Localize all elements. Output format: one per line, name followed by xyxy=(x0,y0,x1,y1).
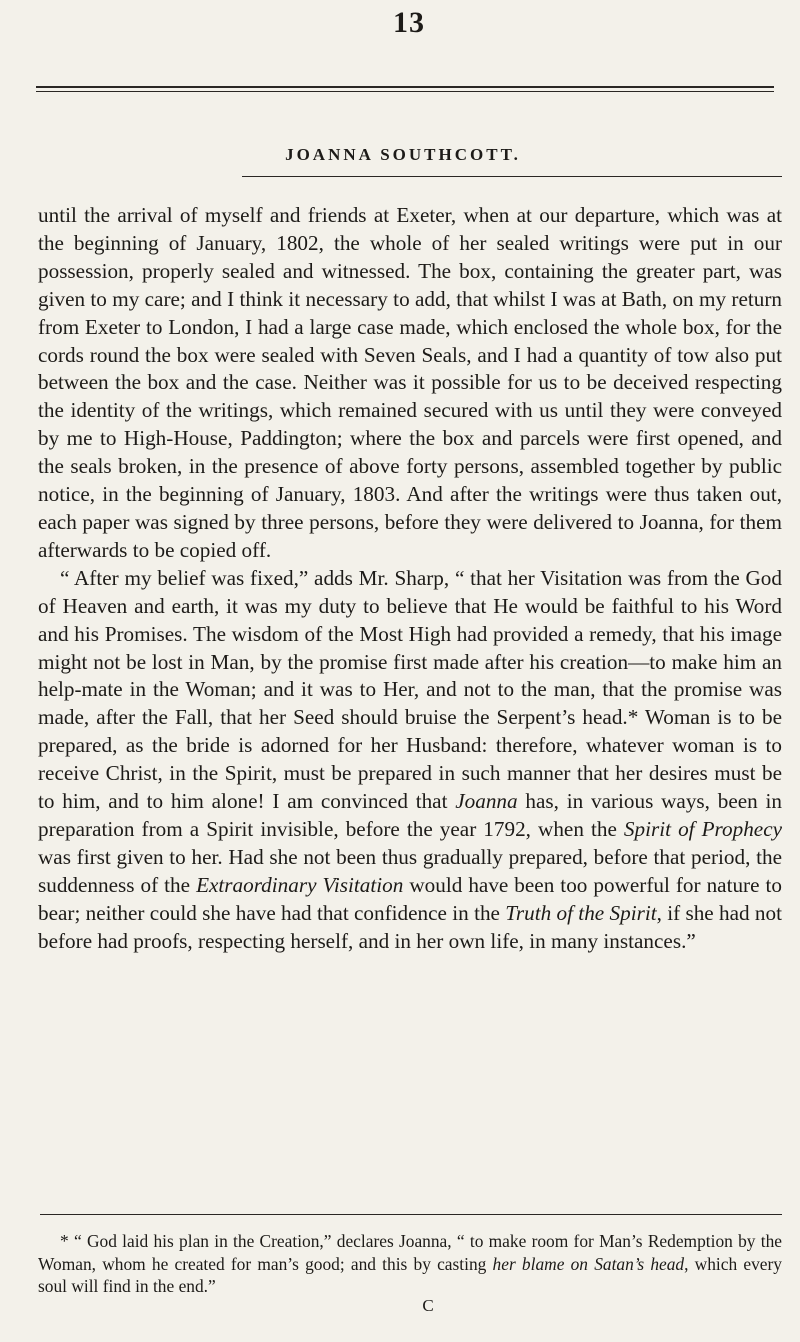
spirit-of-prophecy-italic: Spirit of Prophecy xyxy=(623,816,782,841)
paragraph-2-part-d: would have been too powerful for nature to bear; neither could she have had that confidence in the xyxy=(38,872,782,925)
header-rule xyxy=(36,86,774,88)
footnote-rule xyxy=(40,1214,782,1215)
extraordinary-visitation-italic: Extraordinary Visitation xyxy=(196,872,404,897)
paragraph-2 xyxy=(38,565,782,956)
footnote-part-b: , which every soul will find in the end.” xyxy=(38,1253,782,1296)
paragraph-2-part-e: , if she had not before had proofs, respecting herself, and in her own life, in many instances.” xyxy=(38,900,782,953)
paragraph-1: until the arrival of myself and friends at Exeter, when at our departure, which was at the beginning of January, 1802, the whole of her sealed writings were put in our possession, properly sealed and witnessed. The box, containing the greater part, was given to my care; and I think it necessary to add, that whilst I was at Bath, on my return from Exeter to London, I had a large case made, which enclosed the whole box, for the cords round the box were sealed with Seven Seals, and I had a quantity of tow also put between the box and the case. Neither was it possible for us to be deceived respecting the identity of the writings, which remained secured with us until they were conveyed by me to High-House, Paddington; where the box and parcels were first opened, and the seals broken, in the presence of above forty persons, assembled together by public notice, in the beginning of January, 1803. And after the writings were thus taken out, each paper was signed by three persons, before they were delivered to Joanna, for them afterwards to be copied off. xyxy=(38,203,782,562)
body-text xyxy=(38,202,782,955)
joanna-italic: Joanna xyxy=(455,789,518,814)
footnote-italic: her blame on Satan’s head xyxy=(492,1253,685,1274)
signature-mark: C xyxy=(422,1296,434,1315)
running-head: JOANNA SOUTHCOTT. xyxy=(285,145,521,164)
paragraph-2-part-c: was first given to her. Had she not been thus gradually prepared, before that period, the suddenness of the xyxy=(38,844,782,897)
paragraph-2-part-a: “ After my belief was fixed,” adds Mr. Sharp, “ that her Visitation was from the God of Heaven and earth, it was my duty to believe that He would be faithful to his Word and his Promises. The wisdom of the Most High had provided a remedy, that his image might not be lost in Man, by the promise first made after his creation—to make him an help-mate in the Woman; and it was to Her, and not to the man, that the promise was made, after the Fall, that her Seed should bruise the Serpent’s head.* Woman is to be prepared, as the bride is adorned for her Husband: therefore, whatever woman is to receive Christ, in the Spirit, must be prepared in such manner that her desires must be to him, and to him alone! I am convinced that xyxy=(38,565,782,814)
page-number: 13 xyxy=(393,6,425,39)
footnote-part-a: * “ God laid his plan in the Creation,” declares Joanna, “ to make room for Man’s Redemption by the Woman, whom he created for man’s good; and this by casting xyxy=(38,1231,782,1274)
footnote-text xyxy=(38,1230,782,1298)
paragraph-2-part-b: has, in various ways, been in preparation from a Spirit invisible, before the year 1792, when the xyxy=(38,789,782,841)
running-head-rule xyxy=(242,176,782,177)
header-rule-thin xyxy=(36,91,774,92)
truth-of-the-spirit-italic: Truth of the Spirit xyxy=(505,900,657,925)
footnote xyxy=(38,1230,782,1298)
